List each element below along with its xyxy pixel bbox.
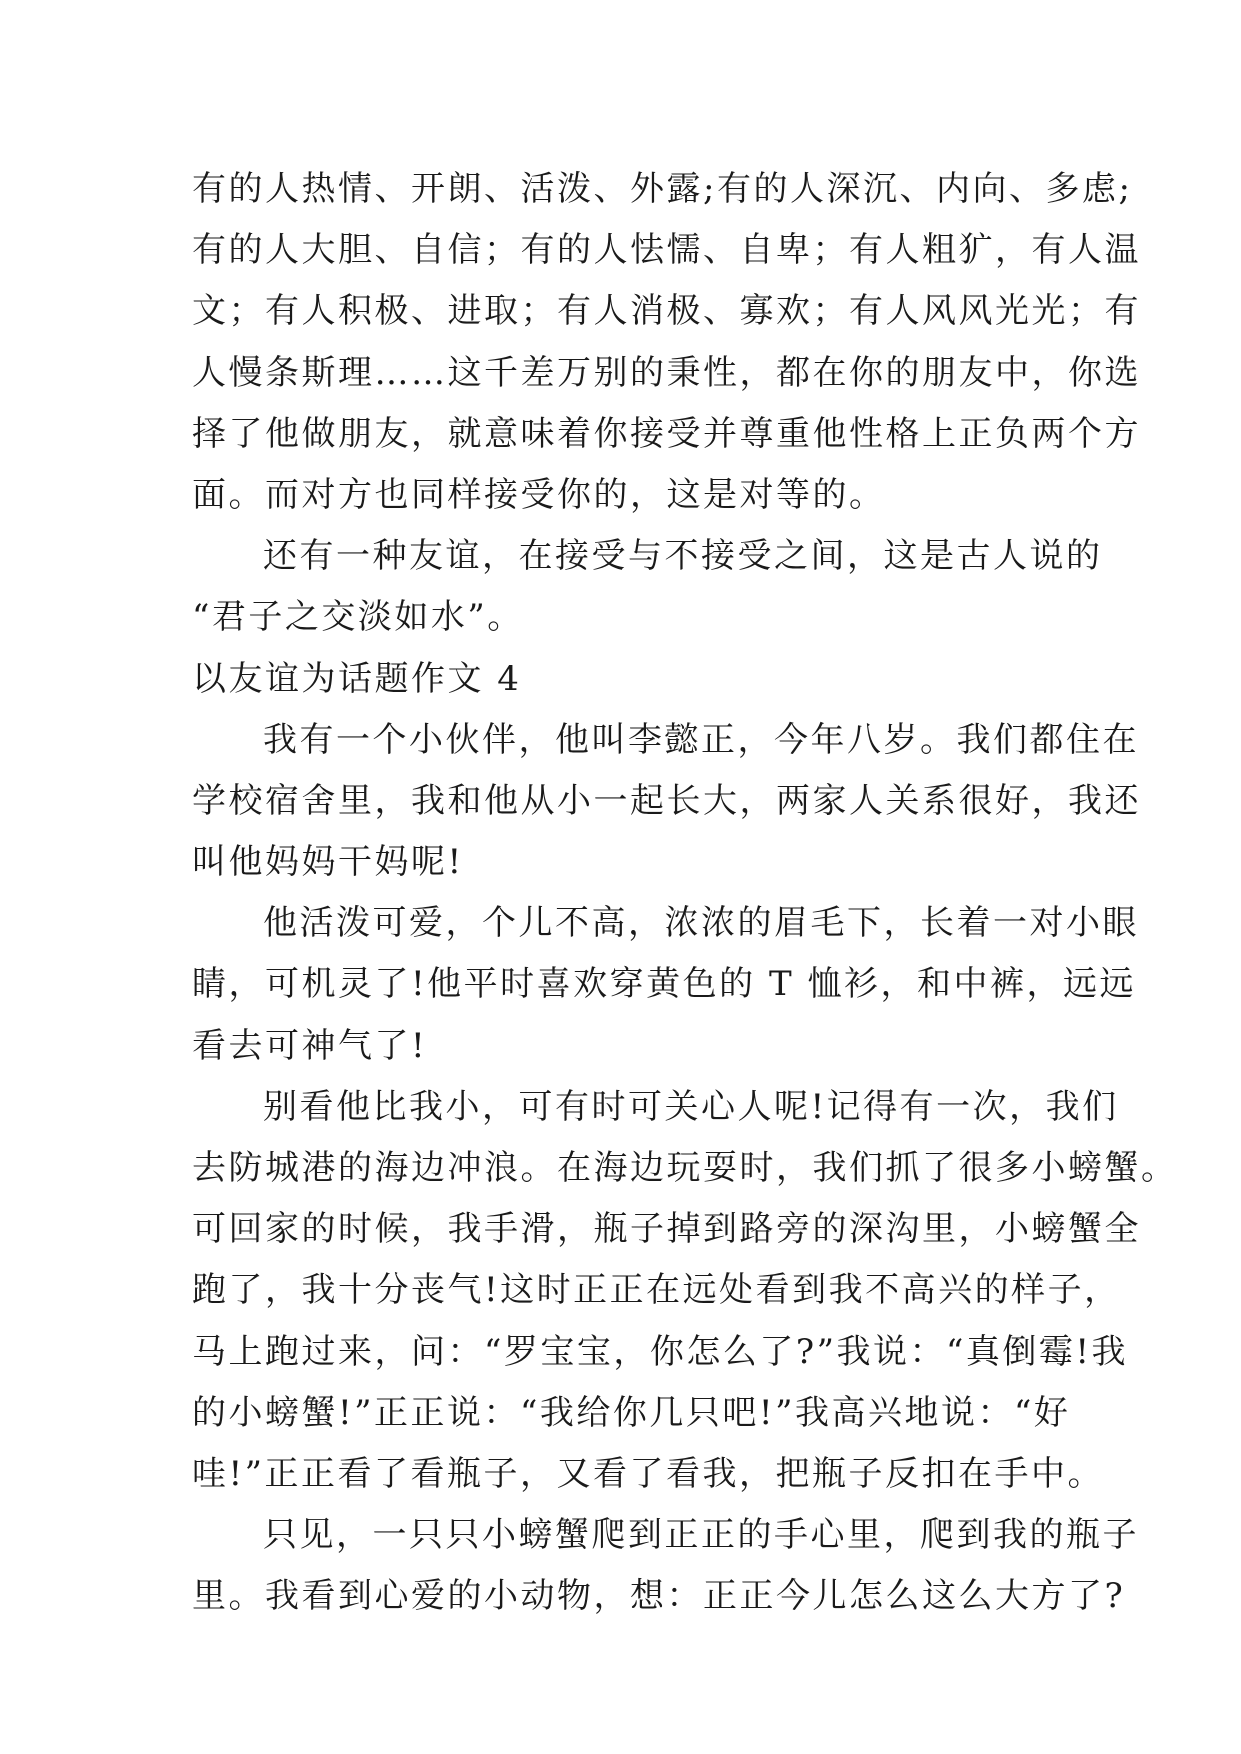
text-line: 面。而对方也同样接受你的，这是对等的。 [192, 474, 886, 515]
text-line: 马上跑过来，问：“罗宝宝，你怎么了?”我说：“真倒霉!我 [192, 1331, 1129, 1372]
paragraph-first-line: 我有一个小伙伴，他叫李懿正，今年八岁。我们都住在 [263, 719, 1139, 760]
text-line: 学校宿舍里，我和他从小一起长大，两家人关系很好，我还 [192, 780, 1141, 821]
paragraph-first-line: 别看他比我小，可有时可关心人呢!记得有一次，我们 [263, 1086, 1119, 1127]
text-line: 人慢条斯理……这千差万别的秉性，都在你的朋友中，你选 [192, 352, 1141, 393]
text-line: 叫他妈妈干妈呢! [192, 842, 464, 883]
text-line: 跑了，我十分丧气!这时正正在远处看到我不高兴的样子， [192, 1270, 1121, 1311]
text-line: 去防城港的海边冲浪。在海边玩耍时，我们抓了很多小螃蟹。 [192, 1148, 1178, 1188]
section-heading: 以友谊为话题作文 4 [192, 658, 522, 699]
paragraph-first-line: 他活泼可爱，个儿不高，浓浓的眉毛下，长着一对小眼 [263, 903, 1139, 944]
paragraph-first-line: 只见，一只只小螃蟹爬到正正的手心里，爬到我的瓶子 [263, 1515, 1139, 1556]
text-line: 睛，可机灵了!他平时喜欢穿黄色的 T 恤衫，和中裤，远远 [192, 964, 1136, 1005]
text-line: 的小螃蟹!”正正说：“我给你几只吧!”我高兴地说：“好 [192, 1392, 1071, 1433]
text-line: 文；有人积极、进取；有人消极、寡欢；有人风风光光；有 [192, 291, 1141, 332]
text-line: 看去可神气了! [192, 1025, 428, 1066]
text-line: 可回家的时候，我手滑，瓶子掉到路旁的深沟里，小螃蟹全 [192, 1209, 1141, 1250]
text-line: “君子之交淡如水”。 [192, 597, 524, 638]
text-line: 里。我看到心爱的小动物，想：正正今儿怎么这么大方了? [192, 1576, 1126, 1617]
paragraph-first-line: 还有一种友谊，在接受与不接受之间，这是古人说的 [263, 536, 1103, 577]
text-line: 择了他做朋友，就意味着你接受并尊重他性格上正负两个方 [192, 413, 1141, 454]
text-line: 哇!”正正看了看瓶子，又看了看我，把瓶子反扣在手中。 [192, 1453, 1105, 1494]
document-body [192, 159, 1178, 1628]
text-line: 有的人大胆、自信；有的人怯懦、自卑；有人粗犷，有人温 [192, 230, 1141, 271]
text-line: 有的人热情、开朗、活泼、外露;有的人深沉、内向、多虑; [192, 169, 1133, 209]
